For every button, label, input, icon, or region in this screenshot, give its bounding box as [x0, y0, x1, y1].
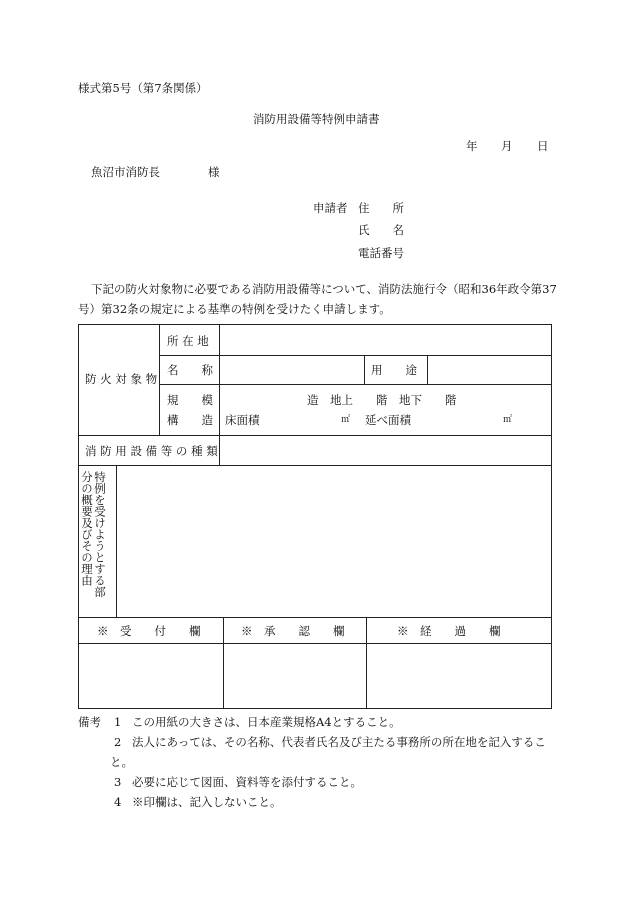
name-label: 名 称	[167, 363, 213, 377]
applicant-label: 申請者	[313, 201, 348, 215]
reception-label: ※ 受 付 欄	[97, 624, 201, 638]
intro-line-1: 下記の防火対象物に必要である消防用設備等について、消防法施行令（昭和36年政令第37	[91, 282, 557, 296]
table-line	[366, 617, 367, 709]
reason-label-col1: 特例を受けようとする部	[93, 471, 107, 598]
note-text: 法人にあっては、その名称、代表者氏名及び主たる事務所の所在地を記入するこ	[132, 735, 546, 749]
floor-area-unit: ㎡	[341, 415, 351, 425]
note-number: 4	[114, 795, 122, 809]
page-title: 消防用設備等特例申請書	[253, 112, 380, 126]
table-line	[79, 465, 551, 466]
table-line	[159, 325, 160, 435]
applicant-phone-label: 電話番号	[358, 246, 404, 260]
date-month-label: 月	[501, 139, 513, 153]
note-number: 3	[114, 775, 122, 789]
structure-label: 構 造	[167, 413, 213, 427]
reason-label-col2: 分の概要及びその理由	[80, 471, 94, 586]
applicant-name-label: 氏 名	[358, 223, 404, 237]
location-label: 所 在 地	[167, 334, 209, 348]
floor-area-label: 床面積	[225, 413, 260, 427]
table-line	[219, 325, 220, 465]
note-text-continued: と。	[110, 755, 133, 769]
total-area-unit: ㎡	[503, 415, 513, 425]
application-table	[78, 324, 552, 709]
table-line	[223, 617, 224, 709]
addressee-honorific: 様	[208, 165, 220, 179]
table-line	[159, 384, 551, 385]
approval-label: ※ 承 認 欄	[241, 624, 345, 638]
note-number: 2	[114, 735, 122, 749]
date-year-label: 年	[466, 139, 478, 153]
notes-label: 備考	[78, 715, 101, 729]
addressee-name: 魚沼市消防長	[91, 165, 160, 179]
equipment-type-label: 消 防 用 設 備 等 の 種 類	[85, 444, 218, 458]
structure-floors-text: 造 地上 階 地下 階	[307, 393, 457, 407]
object-label: 防 火 対 象 物	[85, 372, 158, 386]
applicant-address-label: 住 所	[358, 201, 404, 215]
note-number: 1	[114, 715, 122, 729]
progress-label: ※ 経 過 欄	[397, 624, 501, 638]
notes	[78, 712, 558, 812]
scale-label: 規 模	[167, 393, 213, 407]
note-text: 必要に応じて図面、資料等を添付すること。	[132, 775, 362, 789]
table-line	[427, 355, 428, 384]
use-label: 用 途	[371, 363, 417, 377]
note-text: この用紙の大きさは、日本産業規格A4とすること。	[132, 715, 401, 729]
table-line	[79, 435, 551, 436]
note-text: ※印欄は、記入しないこと。	[132, 795, 282, 809]
total-area-label: 延べ面積	[365, 413, 411, 427]
table-line	[79, 617, 551, 618]
intro-line-2: 号）第32条の規定による基準の特例を受けたく申請します。	[78, 302, 391, 316]
table-line	[79, 643, 551, 644]
date-day-label: 日	[537, 139, 549, 153]
form-id: 様式第5号（第7条関係）	[78, 81, 208, 95]
table-line	[116, 465, 117, 617]
table-line	[159, 355, 551, 356]
table-line	[364, 355, 365, 384]
